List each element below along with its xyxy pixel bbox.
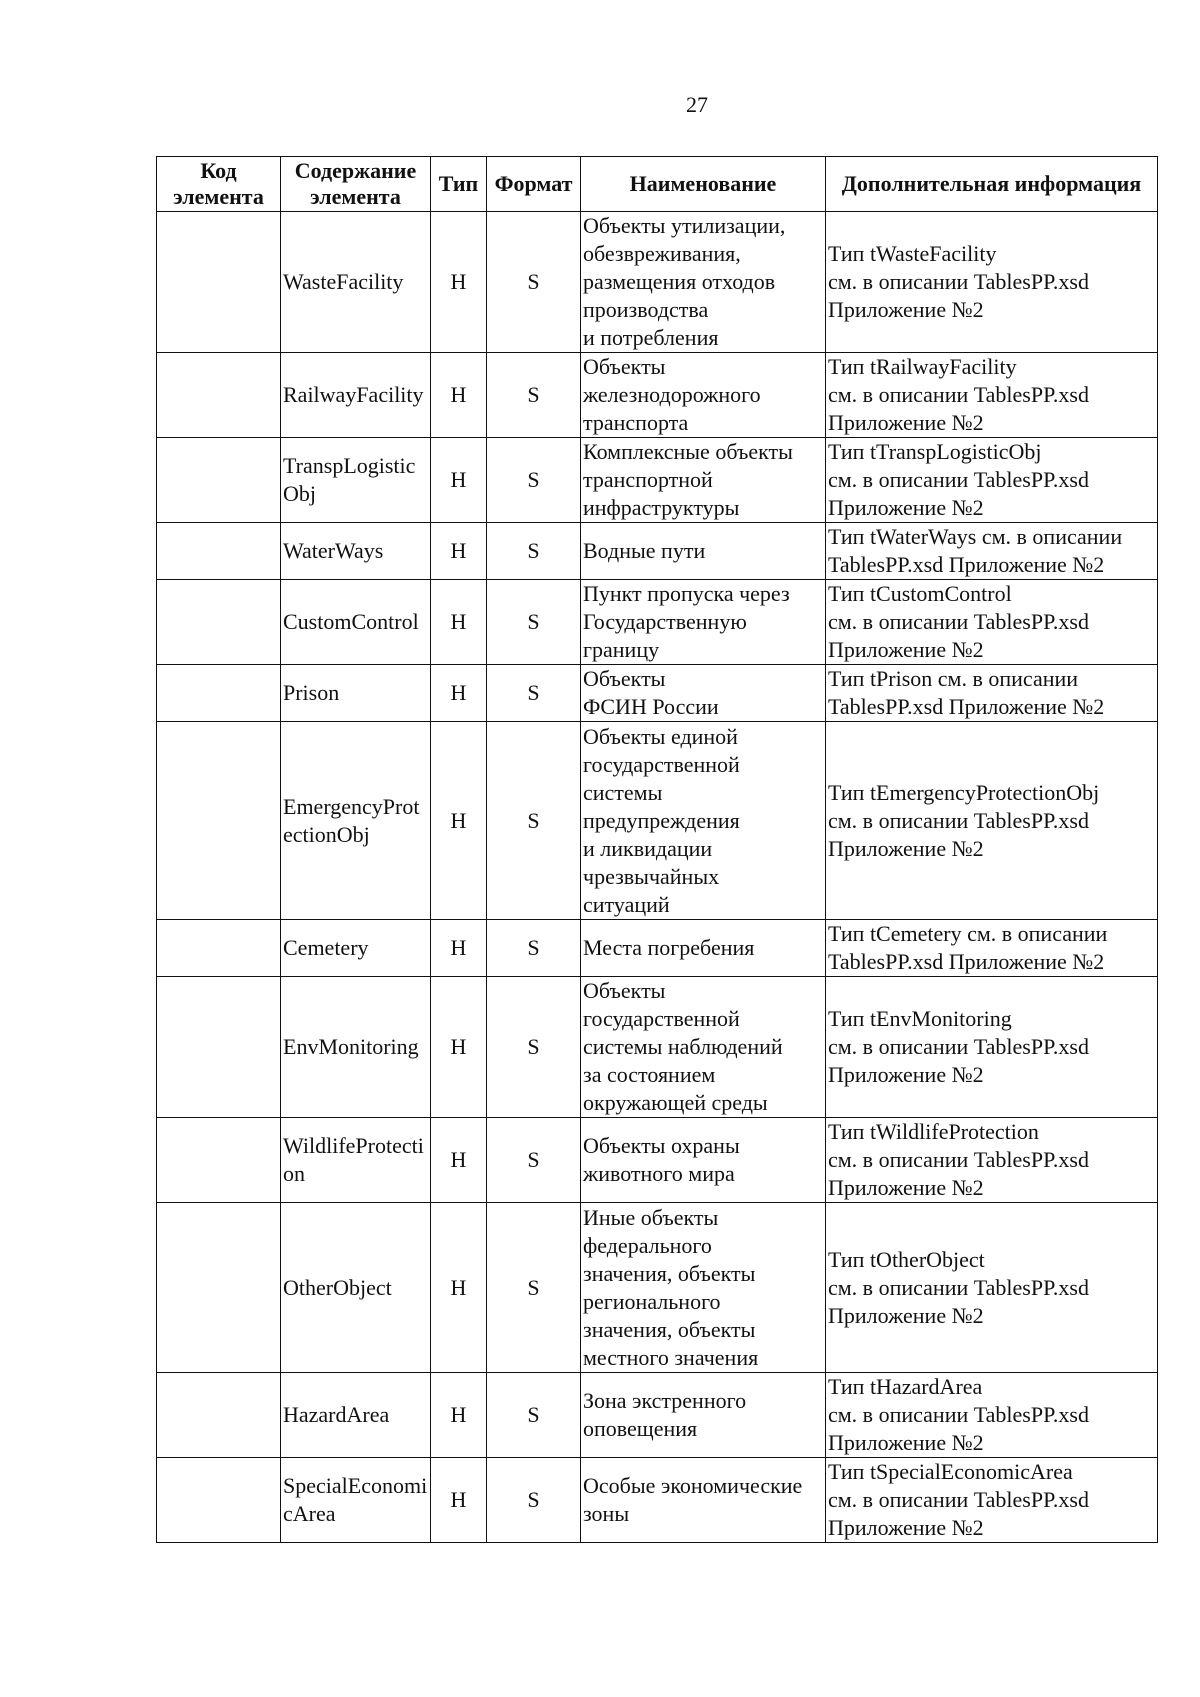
cell-format: S [487,1458,581,1543]
cell-content: TranspLogisticObj [281,438,431,523]
cell-name: Места погребения [581,920,826,977]
cell-format: S [487,665,581,722]
cell-code [157,1373,281,1458]
cell-info: Тип tEnvMonitoring см. в описании TablesPP.xsd Приложение №2 [826,977,1158,1118]
cell-name: Особые экономические зоны [581,1458,826,1543]
cell-format: S [487,438,581,523]
cell-name: Объекты единой государственной системы предупреждения и ликвидации чрезвычайных ситуаций [581,722,826,920]
table-body [157,212,1158,1543]
cell-content: Prison [281,665,431,722]
cell-name: Иные объекты федерального значения, объекты регионального значения, объекты местного значения [581,1203,826,1373]
cell-type: Н [431,1373,487,1458]
cell-name: Зона экстренного оповещения [581,1373,826,1458]
cell-type: Н [431,1458,487,1543]
header-content: Содержание элемента [281,157,431,212]
header-type: Тип [431,157,487,212]
header-format: Формат [487,157,581,212]
cell-code [157,353,281,438]
cell-content: EmergencyProtectionObj [281,722,431,920]
table-row [157,1373,1158,1458]
cell-name: Объекты железнодорожного транспорта [581,353,826,438]
cell-name: Объекты охраны животного мира [581,1118,826,1203]
cell-format: S [487,523,581,580]
table-header-row [157,157,1158,212]
cell-info: Тип tCemetery см. в описании TablesPP.xsd Приложение №2 [826,920,1158,977]
table-row [157,212,1158,353]
cell-type: Н [431,977,487,1118]
cell-info: Тип tSpecialEconomicArea см. в описании TablesPP.xsd Приложение №2 [826,1458,1158,1543]
cell-content: Cemetery [281,920,431,977]
cell-info: Тип tPrison см. в описании TablesPP.xsd Приложение №2 [826,665,1158,722]
cell-format: S [487,1118,581,1203]
cell-content: HazardArea [281,1373,431,1458]
cell-content: WildlifeProtection [281,1118,431,1203]
table-row [157,1203,1158,1373]
table-row [157,977,1158,1118]
page-number-text: 27 [686,92,708,117]
cell-format: S [487,1373,581,1458]
cell-code [157,1203,281,1373]
cell-info: Тип tWildlifeProtection см. в описании TablesPP.xsd Приложение №2 [826,1118,1158,1203]
header-info: Дополнительная информация [826,157,1158,212]
cell-content: EnvMonitoring [281,977,431,1118]
table-row [157,438,1158,523]
cell-code [157,523,281,580]
element-spec-table [156,156,1158,1543]
cell-code [157,722,281,920]
cell-info: Тип tWaterWays см. в описании TablesPP.xsd Приложение №2 [826,523,1158,580]
cell-code [157,1458,281,1543]
cell-format: S [487,722,581,920]
cell-content: WaterWays [281,523,431,580]
cell-format: S [487,977,581,1118]
cell-format: S [487,1203,581,1373]
cell-type: Н [431,722,487,920]
cell-info: Тип tCustomControl см. в описании TablesPP.xsd Приложение №2 [826,580,1158,665]
cell-name: Объекты утилизации, обезвреживания, размещения отходов производства и потребления [581,212,826,353]
cell-name: Объекты государственной системы наблюдений за состоянием окружающей среды [581,977,826,1118]
cell-type: Н [431,523,487,580]
cell-code [157,920,281,977]
cell-code [157,1118,281,1203]
table-row [157,1458,1158,1543]
cell-info: Тип tHazardArea см. в описании TablesPP.xsd Приложение №2 [826,1373,1158,1458]
cell-type: Н [431,665,487,722]
cell-type: Н [431,920,487,977]
cell-type: Н [431,580,487,665]
table-row [157,523,1158,580]
cell-content: OtherObject [281,1203,431,1373]
cell-type: Н [431,353,487,438]
table-row [157,580,1158,665]
cell-format: S [487,353,581,438]
table-row [157,920,1158,977]
table-row [157,1118,1158,1203]
cell-code [157,438,281,523]
cell-content: RailwayFacility [281,353,431,438]
table-row [157,722,1158,920]
cell-code [157,580,281,665]
cell-type: Н [431,212,487,353]
cell-name: Пункт пропуска через Государственную границу [581,580,826,665]
cell-content: CustomControl [281,580,431,665]
cell-content: SpecialEconomicArea [281,1458,431,1543]
cell-type: Н [431,1118,487,1203]
cell-info: Тип tTranspLogisticObj см. в описании TablesPP.xsd Приложение №2 [826,438,1158,523]
cell-code [157,212,281,353]
cell-type: Н [431,1203,487,1373]
header-code: Код элемента [157,157,281,212]
table-row [157,665,1158,722]
cell-format: S [487,920,581,977]
cell-name: Комплексные объекты транспортной инфраструктуры [581,438,826,523]
cell-format: S [487,580,581,665]
cell-info: Тип tEmergencyProtectionObj см. в описании TablesPP.xsd Приложение №2 [826,722,1158,920]
table-row [157,353,1158,438]
cell-type: Н [431,438,487,523]
cell-format: S [487,212,581,353]
cell-name: Объекты ФСИН России [581,665,826,722]
cell-info: Тип tOtherObject см. в описании TablesPP.xsd Приложение №2 [826,1203,1158,1373]
cell-content: WasteFacility [281,212,431,353]
cell-name: Водные пути [581,523,826,580]
cell-info: Тип tRailwayFacility см. в описании TablesPP.xsd Приложение №2 [826,353,1158,438]
cell-code [157,665,281,722]
header-name: Наименование [581,157,826,212]
cell-code [157,977,281,1118]
page-number [0,92,1200,118]
cell-info: Тип tWasteFacility см. в описании TablesPP.xsd Приложение №2 [826,212,1158,353]
